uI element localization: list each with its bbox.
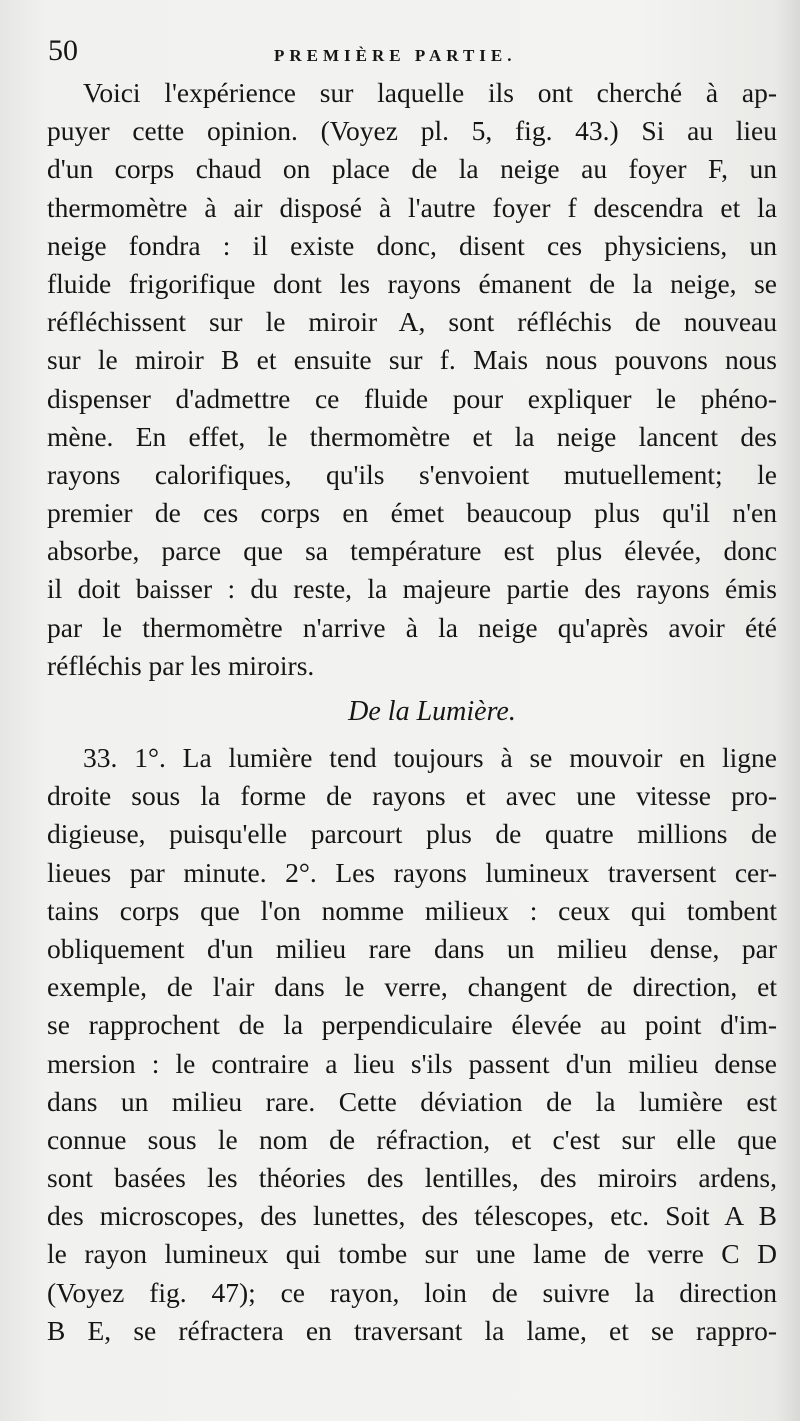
text-line: dans un milieu rare. Cette déviation de la lumière est — [47, 1085, 777, 1117]
paragraph-reflection-experiment — [47, 74, 777, 685]
text-line: absorbe, parce que sa température est plus élevée, donc — [47, 535, 777, 567]
paragraph-light-refraction — [47, 739, 777, 1350]
text-line: d'un corps chaud on place de la neige au foyer F, un — [47, 153, 777, 185]
text-line: B E, se réfractera en traversant la lame, et se rappro- — [47, 1314, 777, 1346]
text-line: neige fondra : il existe donc, disent ces physiciens, un — [47, 229, 777, 261]
text-line: exemple, de l'air dans le verre, changent de direction, et — [47, 971, 777, 1003]
text-line: des microscopes, des lunettes, des télescopes, etc. Soit A B — [47, 1200, 777, 1232]
text-line: il doit baisser : du reste, la majeure partie des rayons émis — [47, 573, 777, 605]
text-line: sur le miroir B et ensuite sur f. Mais nous pouvons nous — [47, 344, 777, 376]
page-number: 50 — [48, 34, 78, 67]
text-line: mène. En effet, le thermomètre et la neige lancent des — [47, 420, 777, 452]
text-line: thermomètre à air disposé à l'autre foyer f descendra et la — [47, 191, 777, 223]
text-line: fluide frigorifique dont les rayons émanent de la neige, se — [47, 267, 777, 299]
text-line: rayons calorifiques, qu'ils s'envoient mutuellement; le — [47, 458, 777, 490]
text-line: le rayon lumineux qui tombe sur une lame de verre C D — [47, 1238, 777, 1270]
running-head: PREMIÈRE PARTIE. — [274, 46, 517, 65]
text-line: puyer cette opinion. (Voyez pl. 5, fig. 43.) Si au lieu — [47, 115, 777, 147]
text-line: premier de ces corps en émet beaucoup plus qu'il n'en — [47, 497, 777, 529]
text-line: dispenser d'admettre ce fluide pour expliquer le phéno- — [47, 382, 777, 414]
text-line: obliquement d'un milieu rare dans un milieu dense, par — [47, 932, 777, 964]
text-line: se rapprochent de la perpendiculaire élevée au point d'im- — [47, 1009, 777, 1041]
text-line: réfléchissent sur le miroir A, sont réfléchis de nouveau — [47, 306, 777, 338]
text-line: 33. 1°. La lumière tend toujours à se mouvoir en ligne — [83, 742, 777, 773]
text-line: sont basées les théories des lentilles, des miroirs ardens, — [47, 1162, 777, 1194]
text-line: connue sous le nom de réfraction, et c'est sur elle que — [47, 1123, 777, 1155]
text-line: tains corps que l'on nomme milieux : ceux qui tombent — [47, 894, 777, 926]
text-line: droite sous la forme de rayons et avec une vitesse pro- — [47, 780, 777, 812]
text-line: (Voyez fig. 47); ce rayon, loin de suivre la direction — [47, 1276, 777, 1308]
text-line: digieuse, puisqu'elle parcourt plus de quatre millions de — [47, 818, 777, 850]
page-body — [47, 74, 777, 1350]
text-line: mersion : le contraire a lieu s'ils passent d'un milieu dense — [47, 1047, 777, 1079]
text-line: par le thermomètre n'arrive à la neige qu'après avoir été — [47, 611, 777, 643]
text-line: lieues par minute. 2°. Les rayons lumineux traversent cer- — [47, 856, 777, 888]
section-heading: De la Lumière. — [348, 696, 516, 727]
text-line: réfléchis par les miroirs. — [47, 649, 315, 681]
text-line: Voici l'expérience sur laquelle ils ont cherché à ap- — [83, 77, 777, 108]
